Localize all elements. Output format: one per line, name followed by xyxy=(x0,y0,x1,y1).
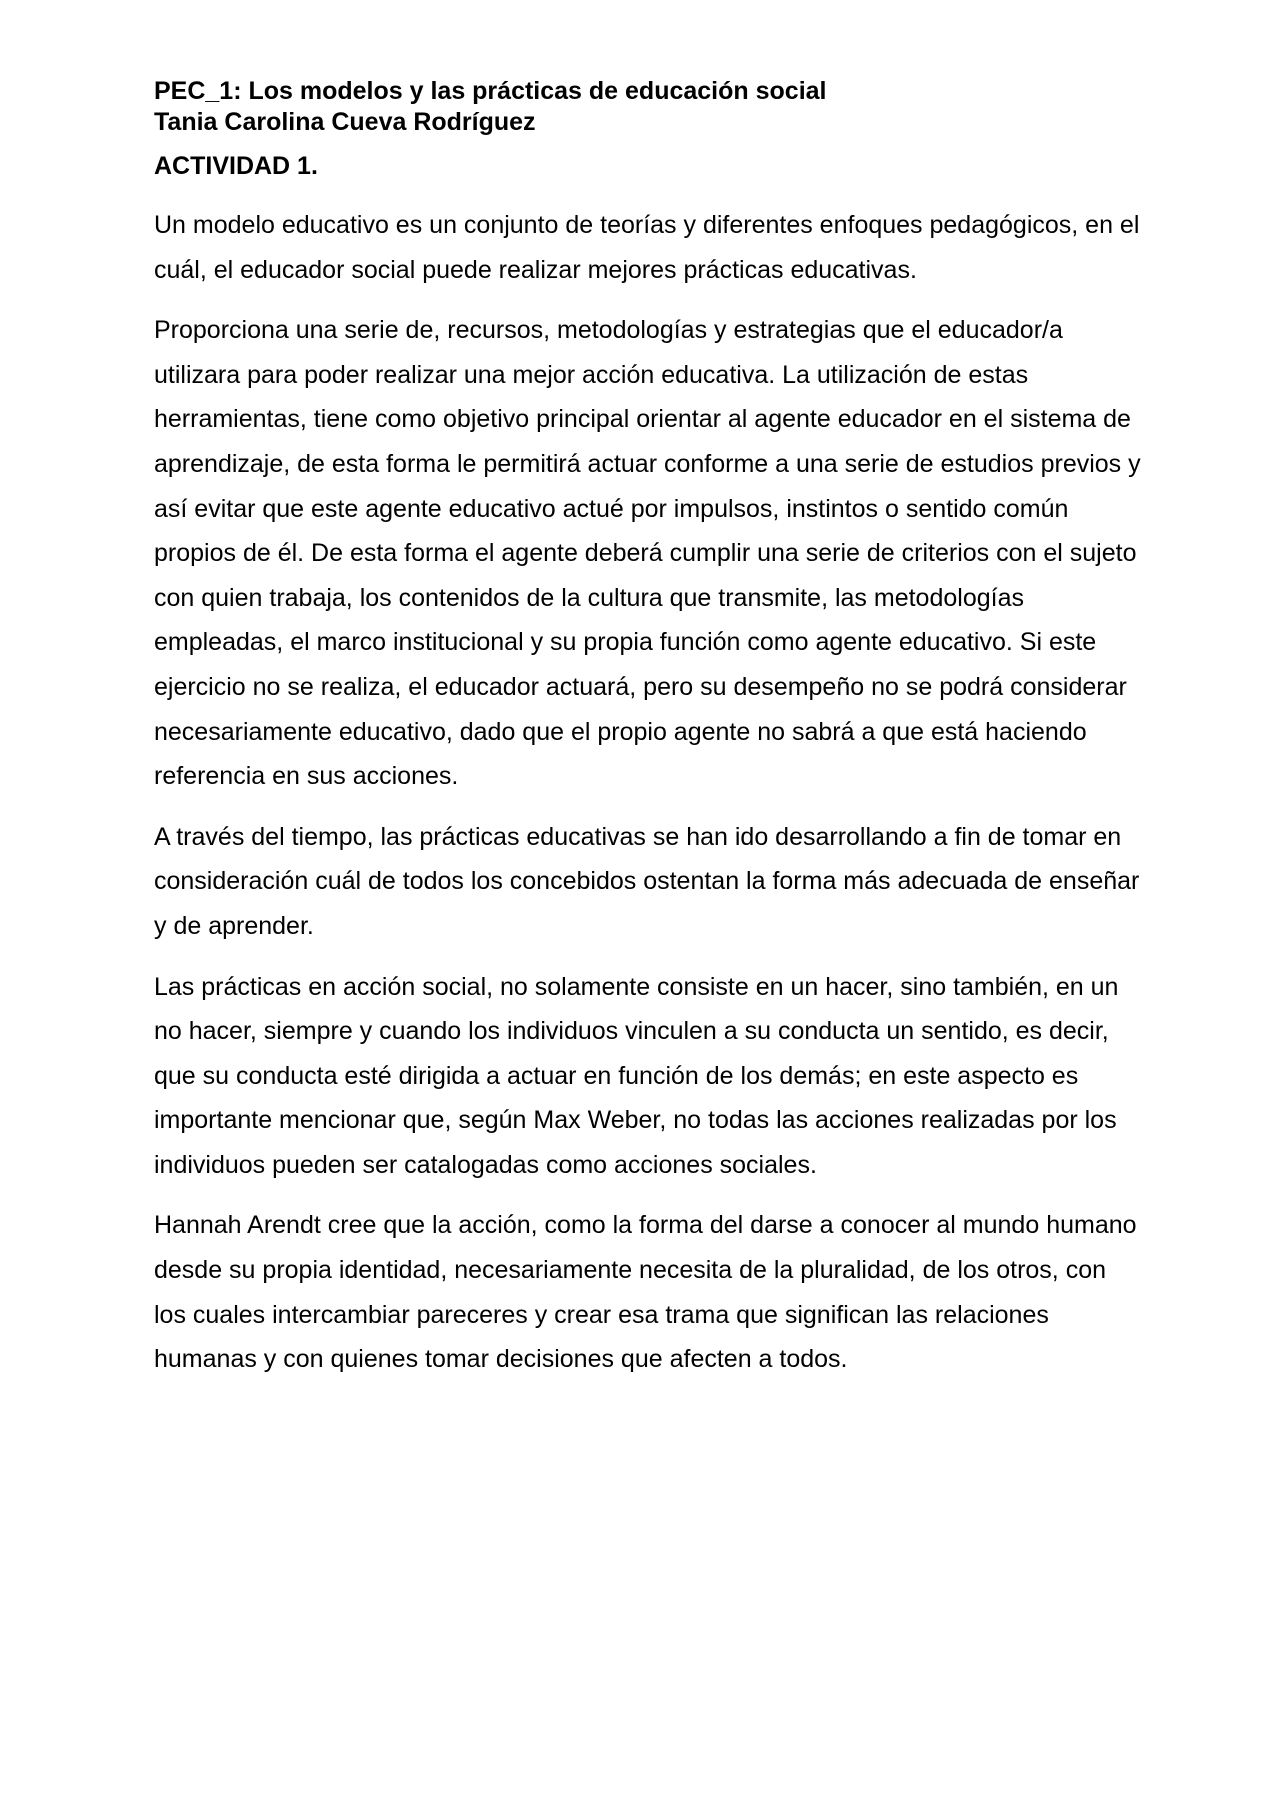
document-author: Tania Carolina Cueva Rodríguez xyxy=(154,108,536,136)
paragraph-1: Un modelo educativo es un conjunto de teorías y diferentes enfoques pedagógicos, en el cuál, el educador social puede realizar mejores prácticas educativas. xyxy=(154,211,1140,284)
document-page xyxy=(154,76,1144,1382)
paragraph-3: A través del tiempo, las prácticas educativas se han ido desarrollando a fin de tomar en consideración cuál de todos los concebidos ostentan la forma más adecuada de enseñar y de aprender. xyxy=(154,822,1140,940)
paragraph-4: Las prácticas en acción social, no solamente consiste en un hacer, sino también, en un no hacer, siempre y cuando los individuos vinculen a su conducta un sentido, es decir, que su conducta esté dirigida a actuar en función de los demás; en este aspecto es importante mencionar que, según Max Weber, no todas las acciones realizadas por los individuos pueden ser catalogadas como acciones sociales. xyxy=(154,972,1119,1179)
document-title: PEC_1: Los modelos y las prácticas de educación social xyxy=(154,77,827,105)
paragraph-5: Hannah Arendt cree que la acción, como la forma del darse a conocer al mundo humano desde su propia identidad, necesariamente necesita de la pluralidad, de los otros, con los cuales intercambiar pareceres y crear esa trama que significan las relaciones humanas y con quienes tomar decisiones que afecten a todos. xyxy=(154,1211,1137,1374)
paragraph-2: Proporciona una serie de, recursos, metodologías y estrategias que el educador/a utilizara para poder realizar una mejor acción educativa. La utilización de estas herramientas, tiene como objetivo principal orientar al agente educador en el sistema de aprendizaje, de esta forma le permitirá actuar conforme a una serie de estudios previos y así evitar que este agente educativo actué por impulsos, instintos o sentido común propios de él. De esta forma el agente deberá cumplir una serie de criterios con el sujeto con quien trabaja, los contenidos de la cultura que transmite, las metodologías empleadas, el marco institucional y su propia función como agente educativo. Si este ejercicio no se realiza, el educador actuará, pero su desempeño no se podrá considerar necesariamente educativo, dado que el propio agente no sabrá a que está haciendo referencia en sus acciones. xyxy=(154,316,1141,791)
activity-heading: ACTIVIDAD 1. xyxy=(154,152,318,180)
